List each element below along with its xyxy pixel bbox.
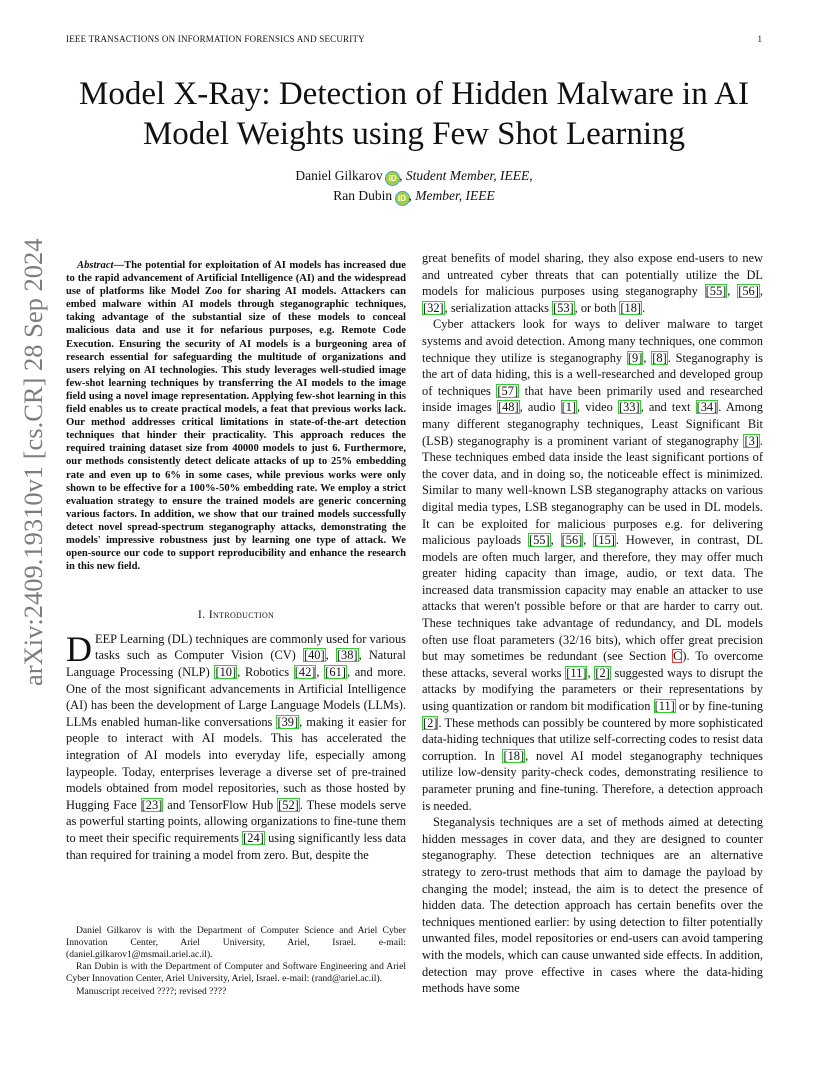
right-column [422,250,763,997]
intro-paragraph-text: EEP Learning (DL) techniques are commonly used for various tasks such as Computer Vision (CV) [40], [38], Natural Language Processing (NLP) [10], Robotics [42], [61], and more. One of the most significant advancements in Artificial Intelligence (AI) has been the development of Large Language Models (LLMs). LLMs enabled human-like conversations [39], making it easier for people to interact with AI models. This has accelerated the integration of AI models into everyday life, especially among laypeople. Today, enterprises leverage a diverse set of pre-trained models obtained from model repositories, such as those hosted by Hugging Face [23] and TensorFlow Hub [52]. These models serve as powerful starting points, allowing organizations to fine-tune them to meet their specific requirements [24] using significantly less data than required for training a model from zero. But, despite the [66,631,407,862]
author-name: Ran Dubin [333,188,393,203]
running-head: IEEE TRANSACTIONS ON INFORMATION FORENSICS AND SECURITY [66,34,365,44]
citation-link[interactable]: [52] [278,797,299,812]
citation-link[interactable]: [18] [620,300,642,315]
citation-link[interactable]: [56] [561,533,583,548]
citation-link[interactable]: [15] [594,533,615,548]
section-number: I. [197,607,206,622]
citation-link[interactable]: [2] [423,715,438,730]
citation-link[interactable]: [11] [566,665,587,680]
author-affiliation: Student Member, IEEE, [405,168,533,183]
author-name: Daniel Gilkarov [295,168,383,183]
citation-link[interactable]: [32] [423,300,444,315]
citation-link[interactable]: [10] [215,665,237,680]
citation-link[interactable]: [40] [303,648,325,663]
footnote: Daniel Gilkarov is with the Department of Computer Science and Ariel Cyber Innovation Center, Ariel University, Ariel, Israel. e-mail: (daniel.gilkarov1@msmail.ariel.ac.il). [66,925,406,960]
citation-link[interactable]: [55] [528,533,550,548]
citation-link[interactable]: [56] [738,284,759,299]
citation-link[interactable]: [38] [336,648,358,663]
paper-title: Model X-Ray: Detection of Hidden Malware in AI Model Weights using Few Shot Learning [79,76,749,152]
intro-paragraph: Steganalysis techniques are a set of methods aimed at detecting hidden messages in cover data, and they are designed to counter steganography. These detection techniques are an alternative strategy to zero-trust methods that aim to damage the payload by changing the model; instead, the aim is to detect the presence of hidden data. The detection approach has certain benefits over the techniques mentioned earlier: by using detection to filter potentially unwanted files, model repositories or end-users can avoid tampering with the models, which can cause unwanted side effects. In addition, detection may prove effective in cases where the data-hiding methods have some [422,815,763,996]
left-column [66,259,406,863]
citation-link[interactable]: [33] [618,400,640,415]
citation-link[interactable]: [1] [561,400,577,415]
arxiv-stamp: arXiv:2409.19310v1 [cs.CR] 28 Sep 2024 [18,238,48,686]
citation-link[interactable]: [53] [553,300,574,315]
footnotes [66,925,406,999]
abstract-label: Abstract [77,260,114,271]
citation-link[interactable]: [34] [696,400,718,415]
intro-paragraph: great benefits of model sharing, they also expose end-users to new and untreated cyber threats that can potentially utilize the DL models for malicious purposes using steganography [55], [56], [32], serialization attacks [53], or both [18]. [422,251,763,315]
abstract-text: The potential for exploitation of AI models has increased due to the rapid advancement of Artificial Intelligence (AI) and the widespread use of platforms like Model Zoo for sharing AI models. Attackers can embed malware within AI models through steganographic techniques, taking advantage of the substantial size of these models to conceal malicious data and use it for nefarious purposes, e.g. Remote Code Execution. Ensuring the security of AI models is a burgeoning area of research essential for safeguarding the multitude of organizations and users relying on AI technologies. This study leverages well-studied image few-shot learning techniques by transferring the AI models to the image field using a novel image representation. Applying few-shot learning in this field enables us to create practical models, a feat that previous works lack. Our method addresses critical limitations in state-of-the-art detection techniques that hinder their practicality. This approach reduces the required training dataset size from 40000 models to just 6. Furthermore, our methods consistently detect delicate attacks of up to 25% embedding rate and even up to 6% in some cases, while previous works were only shown to be effective for a 100%-50% embedding rate. We employ a strict evaluation strategy to ensure the trained models are generic concerning various factors. In addition, we show that our trained models successfully detect novel spread-spectrum steganography attacks, demonstrating the models' impressive robustness just by learning one type of attack. We open-source our code to support reproducibility and enhance the research in this new field. [66,260,406,573]
drop-cap: D [66,628,92,669]
citation-link[interactable]: [23] [141,797,163,812]
footnote: Ran Dubin is with the Department of Computer and Software Engineering and Ariel Cyber Innovation Center, Ariel University, Ariel, Israel. e-mail: (rand@ariel.ac.il). [66,961,406,985]
orcid-icon[interactable]: iD [386,172,399,185]
citation-link[interactable]: [57] [497,383,519,398]
citation-link[interactable]: [9] [627,350,643,365]
author-affiliation: Member, IEEE [415,188,495,203]
intro-paragraph: Cyber attackers look for ways to deliver malware to target systems and avoid detection. Among many techniques, one common technique they utilize is steganography [9], [8]. Steganography is the art of data hiding, this is a well-researched and developed group of techniques [57] that have been primarily used and researched inside images [48], audio [1], video [33], and text [34]. Among many different steganography techniques, Least Significant Bit (LSB) steganography is a prominent variant of steganography [3]. These techniques embed data inside the least significant portions of the cover data, and in doing so, the noticeable effect is minimized. Similar to many well-known LSB steganography attacks on various digital media types, LSB steganography can be used in DL models. It can be exploited for malicious purposes e.g. for delivering malicious payloads [55], [56], [15]. However, in contrast, DL models are often much larger, and therefore, they may offer much greater hiding capacity than image, audio, or text data. The increased data transmission capacity may enable an attacker to use attacks that weren't possible before or that are harder to carry out. These techniques take advantage of redundancy, and DL models often use float parameters (32/16 bits), which offer great precision but may sometimes be redundant (see Section C). To overcome these attacks, several works [11], [2] suggested ways to disrupt the attacks by modifying the parameters or their representations by using quantization or random bit modification [11] or by fine-tuning [2]. These methods can possibly be countered by more sophisticated data-hiding techniques that utilize self-correcting codes to resist data corruption. In [18], novel AI model steganography techniques utilize low-density parity-check codes, demonstrating resilience to parameter pruning and fine-tuning. Therefore, a detection approach is needed. [422,317,764,813]
citation-link[interactable]: [2] [595,665,610,680]
orcid-icon[interactable]: iD [396,192,409,205]
author-line: Ran Dubin iD , Member, IEEE [333,188,495,203]
citation-link[interactable]: [48] [497,400,519,415]
abstract: Abstract—The potential for exploitation of AI models has increased due to the rapid advancement of Artificial Intelligence (AI) and the widespread use of platforms like Model Zoo for sharing AI models. Attackers can embed malware within AI models through steganographic techniques, taking advantage of the substantial size of these models to conceal malicious data and use it for nefarious purposes, e.g. Remote Code Execution. Ensuring the security of AI models is a burgeoning area of research essential for safeguarding the multitude of organizations and users relying on AI technologies. This study leverages well-studied image few-shot learning techniques by transferring the AI models to the image field using a novel image representation. Applying few-shot learning in this field enables us to create practical models, a feat that previous works lack. Our method addresses critical limitations in state-of-the-art detection techniques that hinder their practicality. This approach reduces the required training dataset size from 40000 models to just 6. Furthermore, our methods consistently detect delicate attacks of up to 25% embedding rate and even up to 6% in some cases, while previous works were only shown to be effective for a 100%-50% embedding rate. We employ a strict evaluation strategy to ensure the trained models are generic concerning various factors. In addition, we show that our trained models successfully detect novel spread-spectrum steganography attacks, demonstrating the models' impressive robustness just by learning one type of attack. We open-source our code to support reproducibility and enhance the research in this new field. [66,260,406,573]
citation-link[interactable]: [61] [325,665,346,680]
citation-link[interactable]: [42] [294,665,316,680]
section-title: Introduction [208,607,275,622]
intro-paragraph [66,628,407,863]
citation-link[interactable]: [8] [652,350,667,365]
page-number: 1 [757,34,762,44]
citation-link[interactable]: [24] [243,830,264,845]
citation-link[interactable]: [18] [503,748,525,763]
author-block [150,166,678,206]
section-heading [66,606,406,623]
author-line: Daniel Gilkarov iD , Student Member, IEEE, [295,168,533,183]
citation-link[interactable]: [11] [654,699,675,714]
citation-link[interactable]: [55] [705,284,727,299]
footnote: Manuscript received ????; revised ???? [76,985,227,997]
citation-link[interactable]: [3] [744,433,759,448]
section-link[interactable]: C [673,649,682,664]
citation-link[interactable]: [39] [277,714,299,729]
